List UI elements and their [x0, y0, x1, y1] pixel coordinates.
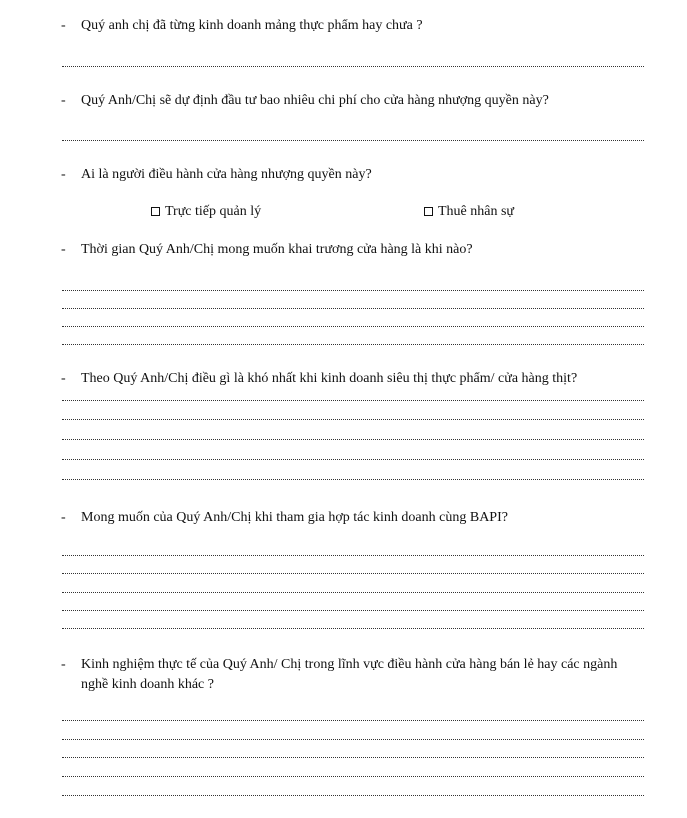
answer-line[interactable] [62, 610, 644, 611]
answer-line[interactable] [62, 419, 644, 420]
question-text: Mong muốn của Quý Anh/Chị khi tham gia hợp tác kinh doanh cùng BAPI? [81, 510, 508, 525]
answer-line[interactable] [62, 628, 644, 629]
answer-line[interactable] [62, 739, 644, 740]
question-7 [61, 655, 626, 695]
question-6 [61, 508, 646, 528]
answer-line[interactable] [62, 479, 644, 480]
option-label: Trực tiếp quản lý [165, 204, 262, 219]
option-label: Thuê nhân sự [438, 204, 515, 219]
bullet-dash: - [61, 242, 66, 257]
question-3 [61, 165, 646, 185]
question-text: Theo Quý Anh/Chị điều gì là khó nhất khi kinh doanh siêu thị thực phẩm/ cửa hàng thịt? [81, 371, 578, 386]
answer-line[interactable] [62, 344, 644, 345]
answer-line[interactable] [62, 140, 644, 141]
checkbox-icon[interactable] [424, 207, 433, 216]
question-5 [61, 369, 646, 389]
option-hire-staff[interactable] [424, 203, 514, 221]
answer-line[interactable] [62, 795, 644, 796]
question-4 [61, 240, 646, 260]
checkbox-icon[interactable] [151, 207, 160, 216]
answer-line[interactable] [62, 573, 644, 574]
bullet-dash: - [61, 510, 66, 525]
question-text: Quý anh chị đã từng kinh doanh mảng thực phẩm hay chưa ? [81, 18, 423, 33]
answer-line[interactable] [62, 776, 644, 777]
question-text: Ai là người điều hành cửa hàng nhượng quyền này? [81, 167, 372, 182]
question-1 [61, 16, 646, 36]
bullet-dash: - [61, 371, 66, 386]
question-text: Kinh nghiệm thực tế của Quý Anh/ Chị trong lĩnh vực điều hành cửa hàng bán lẻ hay các ngành nghề kinh doanh khác ? [81, 657, 618, 692]
answer-line[interactable] [62, 439, 644, 440]
question-text: Quý Anh/Chị sẽ dự định đầu tư bao nhiêu chi phí cho cửa hàng nhượng quyền này? [81, 93, 549, 108]
question-2 [61, 91, 646, 111]
answer-line[interactable] [62, 66, 644, 67]
answer-line[interactable] [62, 308, 644, 309]
bullet-dash: - [61, 657, 66, 672]
answer-line[interactable] [62, 459, 644, 460]
answer-line[interactable] [62, 400, 644, 401]
answer-line[interactable] [62, 720, 644, 721]
bullet-dash: - [61, 167, 66, 182]
question-text: Thời gian Quý Anh/Chị mong muốn khai trương cửa hàng là khi nào? [81, 242, 473, 257]
answer-line[interactable] [62, 290, 644, 291]
answer-line[interactable] [62, 555, 644, 556]
bullet-dash: - [61, 93, 66, 108]
answer-line[interactable] [62, 326, 644, 327]
answer-line[interactable] [62, 592, 644, 593]
bullet-dash: - [61, 18, 66, 33]
answer-line[interactable] [62, 757, 644, 758]
option-direct-management[interactable] [151, 203, 261, 221]
